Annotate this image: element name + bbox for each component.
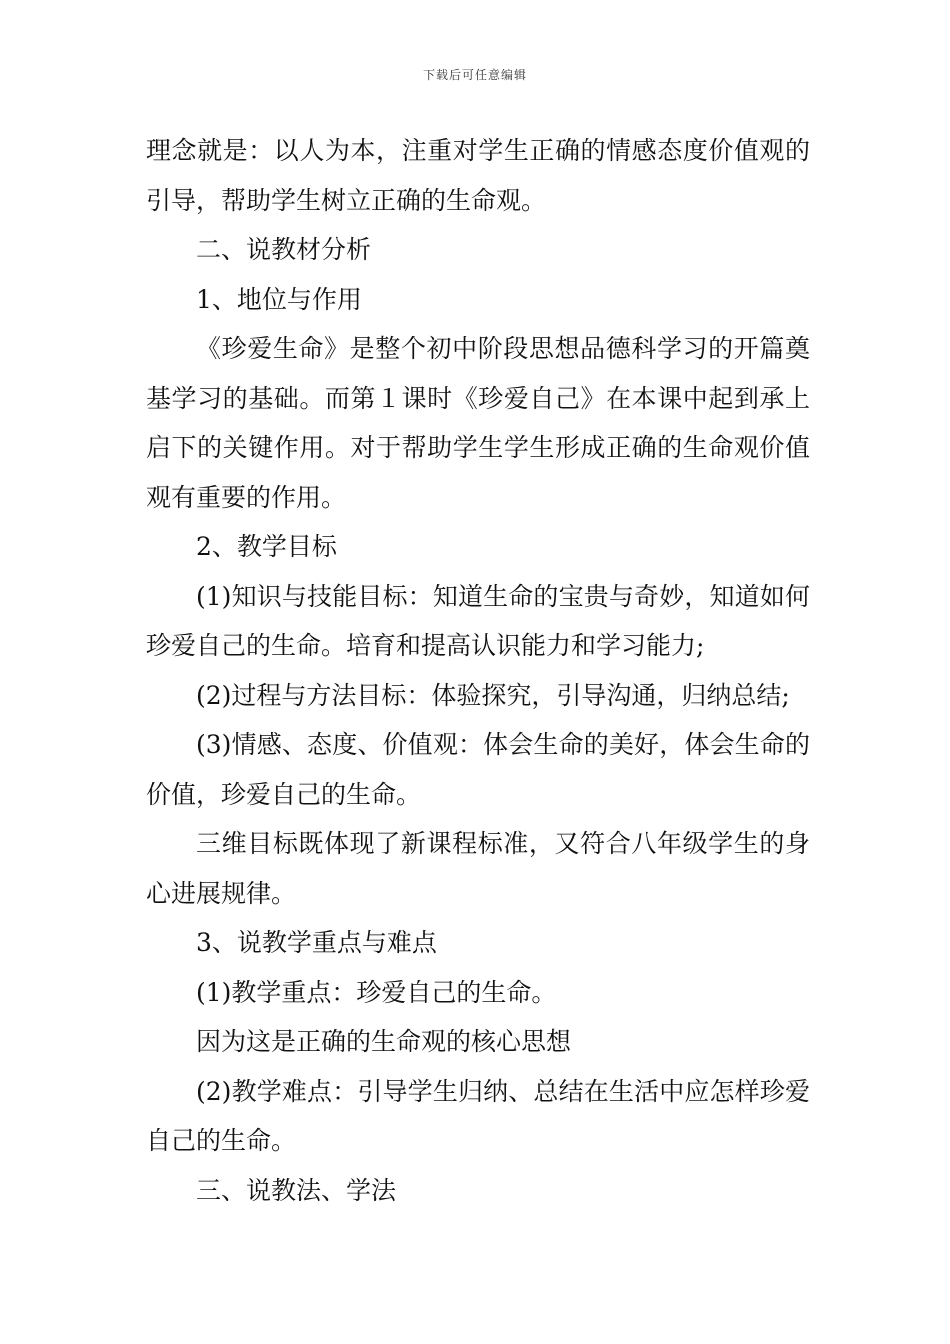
paragraph-intro: 理念就是：以人为本，注重对学生正确的情感态度价值观的引导，帮助学生树立正确的生命观。 xyxy=(146,136,810,215)
paragraph-key-point-reason: 因为这是正确的生命观的核心思想 xyxy=(196,1027,572,1056)
paragraph-goal-summary: 三维目标既体现了新课程标准，又符合八年级学生的身心进展规律。 xyxy=(146,829,810,908)
heading-textbook-analysis: 二、说教材分析 xyxy=(196,235,372,264)
paragraph-difficulty: (2)教学难点：引导学生归纳、总结在生活中应怎样珍爱自己的生命。 xyxy=(146,1076,810,1155)
subheading-teaching-goals: 2、教学目标 xyxy=(196,532,337,561)
paragraph-goal-process: (2)过程与方法目标：体验探究，引导沟通，归纳总结; xyxy=(196,680,790,710)
paragraph-goal-knowledge: (1)知识与技能目标：知道生命的宝贵与奇妙，知道如何珍爱自己的生命。培育和提高认识能力和学习能力; xyxy=(146,581,810,660)
subheading-key-points: 3、说教学重点与难点 xyxy=(196,928,437,957)
document-body xyxy=(146,126,810,1215)
paragraph-key-point: (1)教学重点：珍爱自己的生命。 xyxy=(196,977,557,1007)
subheading-position-role: 1、地位与作用 xyxy=(196,284,362,314)
paragraph-position-role: 《珍爱生命》是整个初中阶段思想品德科学习的开篇奠基学习的基础。而第１课时《珍爱自己》在本课中起到承上启下的关键作用。对于帮助学生学生形成正确的生命观价值观有重要的作用。 xyxy=(146,334,810,512)
heading-teaching-methods: 三、说教法、学法 xyxy=(196,1175,397,1205)
paragraph-goal-emotion: (3)情感、态度、价值观：体会生命的美好，体会生命的价值，珍爱自己的生命。 xyxy=(146,730,810,809)
page-header: 下载后可任意编辑 xyxy=(422,68,527,82)
